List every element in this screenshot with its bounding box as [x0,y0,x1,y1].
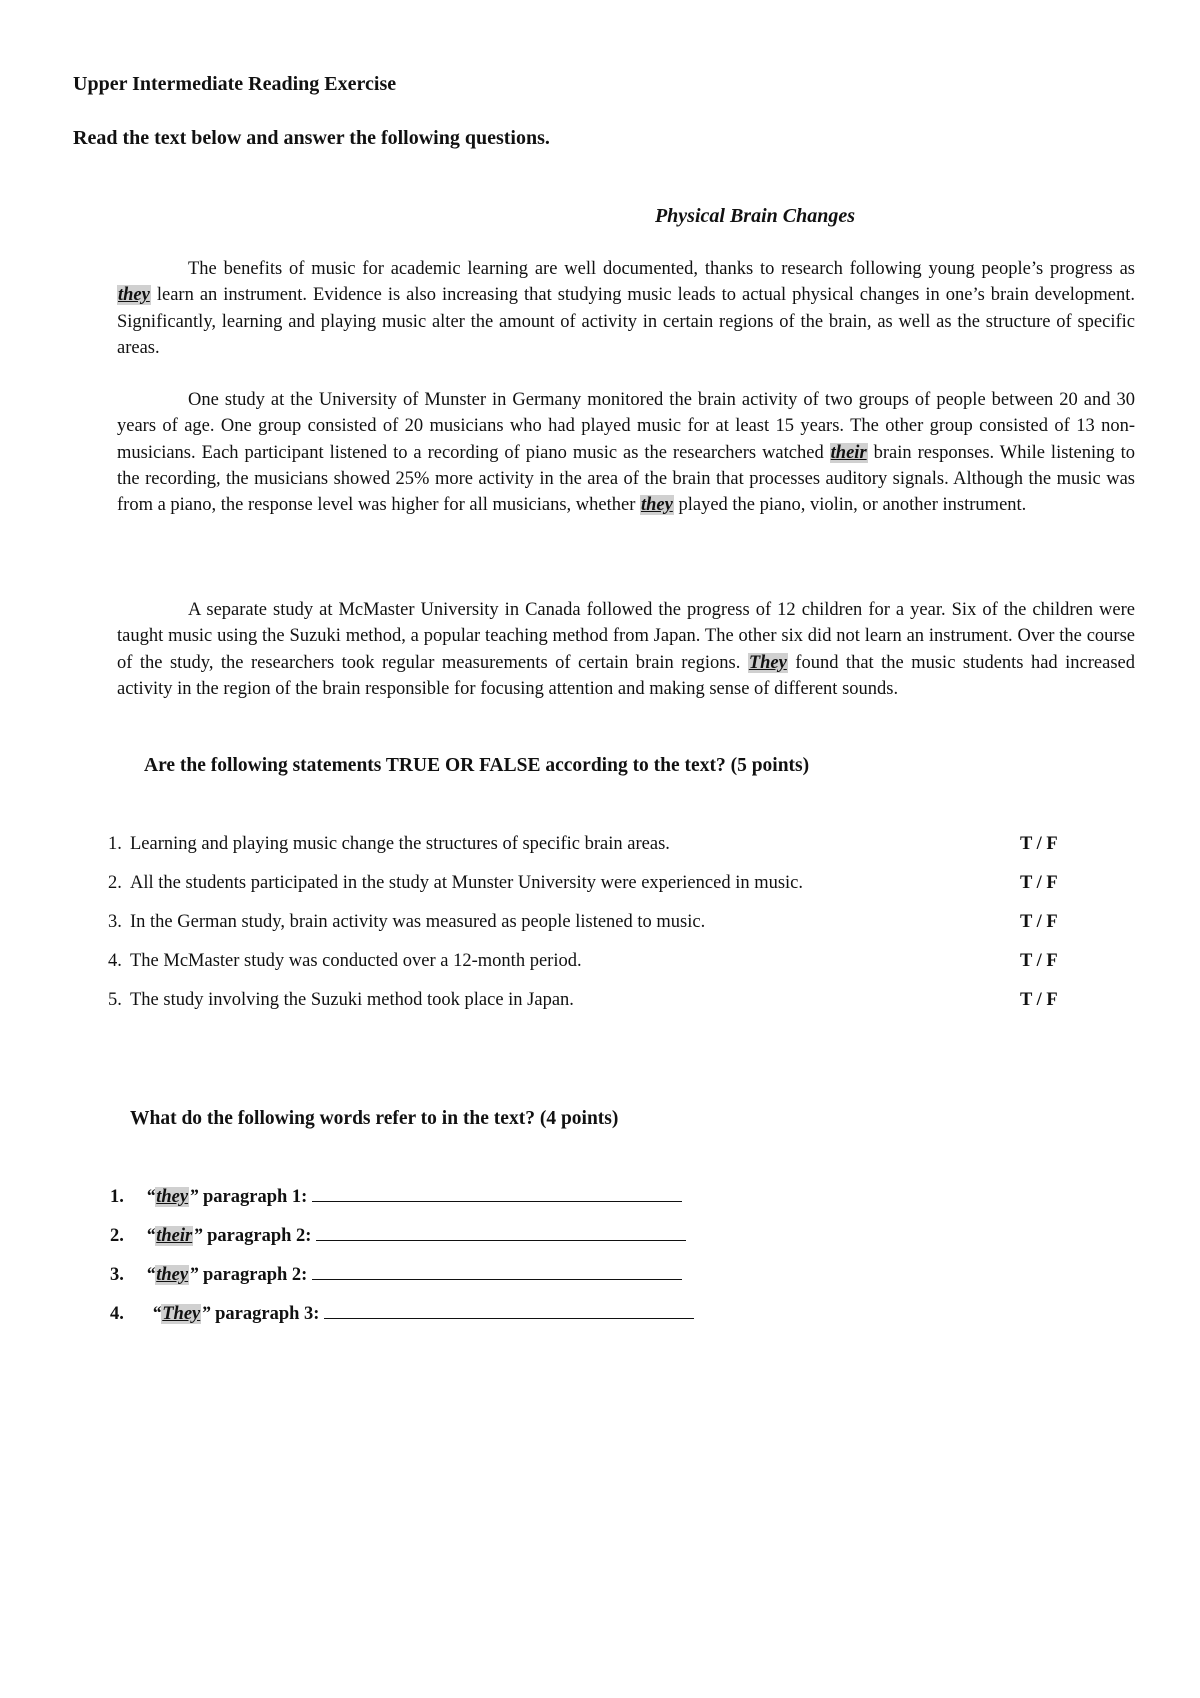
reference-question: What do the following words refer to in the text? (4 points) [130,1108,619,1129]
reference-word-their-p2: their [830,442,867,463]
reference-item-label: paragraph 2: [198,1265,312,1285]
open-quote: “ [152,1304,162,1324]
reference-word-they-p1: they [118,285,150,306]
paragraph-2-text-b: brain responses. While listening to the recording, the musicians showed 25% more activity in the area of the brain that processes auditory signals. Although the music was from a piano, the response level was higher for all musicians, whether [117,442,1135,516]
tf-item-number: 3. [108,912,122,932]
answer-blank[interactable] [324,1304,694,1319]
paragraph-2-text-a: One study at the University of Munster in Germany monitored the brain activity of two groups of people between 20 and 30 years of age. One group consisted of 20 musicians who had played music for at least 15 years. The other group consisted of 13 non-musicians. Each participant listened to a recording of piano music as the researchers watched [117,390,1135,463]
worksheet-heading: Upper Intermediate Reading Exercise [73,73,397,95]
close-quote: ” [201,1304,211,1324]
tf-item-number: 1. [108,834,122,854]
paragraph-1 [117,256,1135,361]
close-quote: ” [193,1226,203,1246]
tf-item [108,990,1068,1016]
reference-item-word: their [156,1226,193,1246]
reference-item-number: 2. [110,1226,124,1246]
reference-item-word: they [156,1187,189,1207]
tf-answer-choice[interactable]: T / F [1020,951,1058,971]
tf-item-text: The McMaster study was conducted over a 12-month period. [130,951,582,971]
tf-item-text: All the students participated in the study at Munster University were experienced in music. [130,873,804,893]
tf-item [108,873,1068,899]
paragraph-3 [117,597,1135,702]
paragraph-2 [117,387,1135,518]
tf-item-text: In the German study, brain activity was measured as people listened to music. [130,912,706,932]
reference-item-label: paragraph 3: [210,1304,325,1324]
answer-blank[interactable] [316,1226,686,1241]
tf-answer-choice[interactable]: T / F [1020,834,1058,854]
open-quote: “ [146,1265,156,1285]
answer-blank[interactable] [312,1187,682,1202]
reference-word-they-p3: They [748,652,787,673]
true-false-question: Are the following statements TRUE OR FALSE according to the text? (5 points) [144,755,810,776]
passage-title: Physical Brain Changes [654,205,856,227]
reference-item-word: They [162,1304,201,1324]
reference-item [110,1304,694,1325]
reference-item [110,1226,686,1247]
reference-item-word: they [156,1265,189,1285]
tf-answer-choice[interactable]: T / F [1020,912,1058,932]
paragraph-3-text-b: found that the music students had increased activity in the region of the brain responsible for focusing attention and making sense of different sounds. [117,652,1135,699]
paragraph-1-text-a: The benefits of music for academic learning are well documented, thanks to research following young people’s progress as [188,259,1135,279]
reference-item-number: 3. [110,1265,124,1285]
tf-item-number: 2. [108,873,122,893]
reference-item [110,1187,682,1208]
tf-item [108,951,1068,977]
answer-blank[interactable] [312,1265,682,1280]
tf-item-text: The study involving the Suzuki method took place in Japan. [130,990,574,1010]
tf-item [108,912,1068,938]
reference-item-number: 4. [110,1304,124,1324]
paragraph-3-text-a: A separate study at McMaster University in Canada followed the progress of 12 children for a year. Six of the children were taught music using the Suzuki method, a popular teaching method from Japan. The other six did not learn an instrument. Over the course of the study, the researchers took regular measurements of certain brain regions. [117,600,1135,673]
close-quote: ” [189,1265,199,1285]
reference-item-number: 1. [110,1187,124,1207]
reference-item-label: paragraph 2: [202,1226,317,1246]
tf-item [108,834,1068,860]
reference-item-label: paragraph 1: [198,1187,312,1207]
reference-word-they-p2: they [640,495,673,516]
close-quote: ” [189,1187,199,1207]
open-quote: “ [146,1187,156,1207]
reference-item [110,1265,682,1286]
tf-answer-choice[interactable]: T / F [1020,873,1058,893]
tf-item-number: 5. [108,990,122,1010]
open-quote: “ [146,1226,156,1246]
instruction-text: Read the text below and answer the following questions. [73,127,550,149]
tf-item-number: 4. [108,951,122,971]
tf-item-text: Learning and playing music change the structures of specific brain areas. [130,834,670,854]
tf-answer-choice[interactable]: T / F [1020,990,1058,1010]
paragraph-1-text-b: learn an instrument. Evidence is also increasing that studying music leads to actual physical changes in one’s brain development. Significantly, learning and playing music alter the amount of activity in certain regions of the brain, as well as the structure of specific areas. [117,285,1135,358]
paragraph-2-text-c: played the piano, violin, or another instrument. [673,495,1027,516]
